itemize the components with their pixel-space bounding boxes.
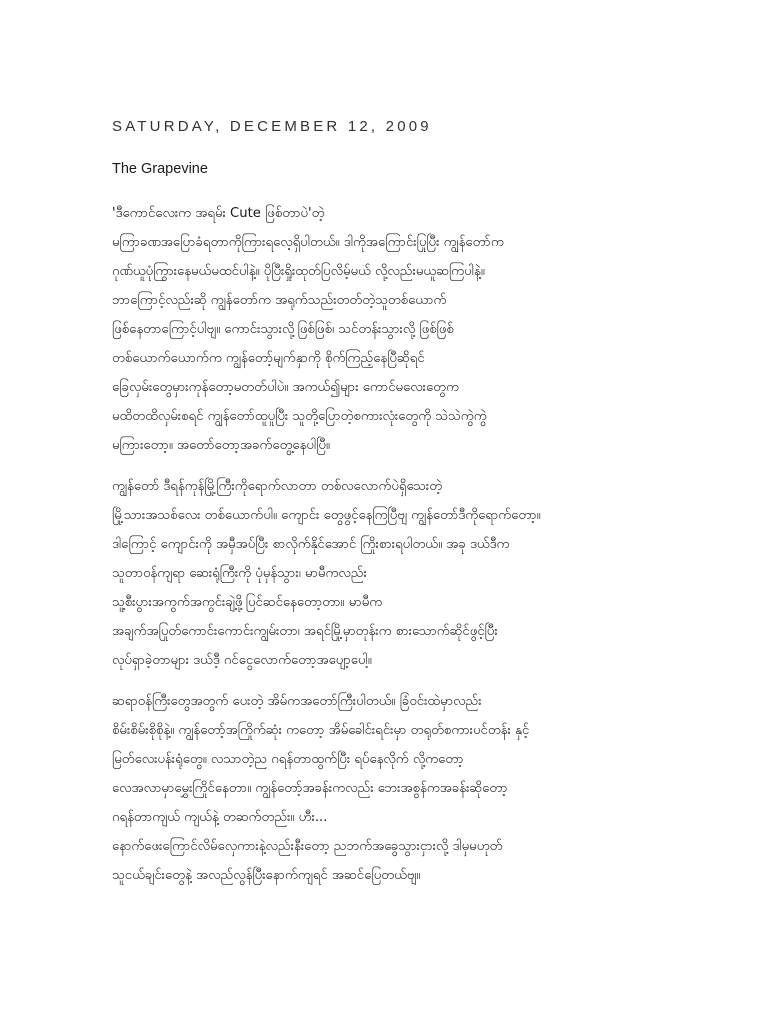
post-paragraph: [112, 199, 672, 460]
paragraph-line: သူငယ်ချင်းတွေနဲ့ အလည်လွန်ပြီးနောက်ကျရင် အဆင်ပြေတယ်ဗျ။: [112, 868, 421, 883]
paragraph-line: ကျွန်တော် ဒီရန်ကုန်မြို့ကြီးကိုရောက်လာတာ တစ်လလောက်ပဲရှိသေးတဲ့: [112, 479, 443, 494]
post-body: [112, 199, 672, 890]
paragraph-line: မထိတထိလှမ်းစရင် ကျွန်တော်ထူပူပြီး သူတို့ပြောတဲ့စကားလုံးတွေကို သဲသဲကွဲကွဲ: [112, 409, 487, 424]
paragraph-line: ဂုဏ်ယူပုံကြွားနေမယ်မထင်ပါနဲ့။ ပိုပြီးရှိုးထုတ်ပြလိမ့်မယ် လို့လည်းမယူဆကြပါနဲ့။: [112, 264, 485, 279]
post-paragraph: [112, 687, 672, 890]
paragraph-line: ခြေလှမ်းတွေမှားကုန်တော့မတတ်ပါပဲ။ အကယ်၍များ ကောင်မလေးတွေက: [112, 380, 459, 395]
paragraph-line: ဘာကြောင့်လည်းဆို ကျွန်တော်က အရုက်သည်းတတ်တဲ့သူတစ်ယောက်: [112, 293, 447, 308]
paragraph-line: နောက်ဖေးကြောင်လိမ်လှေကားနဲ့လည်းနီးတော့ ညဘက်အခွေသွားငှားလို့ ဒါမှမဟုတ်: [112, 839, 503, 854]
paragraph-line: စိမ်းစိမ်းစိုစိုနဲ့။ ကျွန်တော့်အကြိုက်ဆုံး ကတော့ အိမ်ခေါင်းရင်းမှာ တရုတ်စကားပင်တန်း နှင့်: [112, 723, 530, 738]
paragraph-line: မကြားတော့။ အတော်တော့အခက်တွေ့နေပါပြီ။: [112, 438, 330, 453]
paragraph-line: မြတ်လေးပန်းရုံတွေ။ လသာတဲ့ည ဂရန်တာထွက်ပြီး ရပ်နေလိုက် လို့ကတော့: [112, 752, 464, 767]
paragraph-line: အချက်အပြုတ်ကောင်းကောင်းကျွမ်းတာ၊ အရင်မြို့မှာတုန်းက စားသောက်ဆိုင်ဖွင့်ပြီး: [112, 624, 498, 639]
paragraph-line: ဖြစ်နေတာကြောင့်ပါဗျ။ ကောင်းသွားလို့ဖြစ်ဖြစ်၊ သင်တန်းသွားလို့ ဖြစ်ဖြစ်: [112, 322, 454, 337]
paragraph-line: 'ဒီကောင်လေးက အရမ်း Cute ဖြစ်တာပဲ'တဲ့: [112, 206, 325, 221]
blog-post: [112, 118, 672, 902]
paragraph-line: လုပ်ရှာခဲ့တာများ ဒယ်ဒီ့ ဂင်ငွေလောက်တော့အပျော့ပေါ့။: [112, 653, 372, 668]
paragraph-line: တစ်ယောက်ယောက်က ကျွန်တော့်မျက်နှာကို စိုက်ကြည့်နေပြီဆိုရင်: [112, 351, 425, 366]
paragraph-line: လေအလာမှာမွှေးကြိုင်နေတာ။ ကျွန်တော့်အခန်းကလည်း ဘေးအစွန်ကအခန်းဆိုတော့: [112, 781, 508, 796]
paragraph-line: မကြာခဏအပြောခံရတာကိုကြားရလေ့ရှိပါတယ်။ ဒါကိုအကြောင်းပြုပြီး ကျွန်တော်က: [112, 235, 504, 250]
post-paragraph: [112, 472, 672, 675]
paragraph-line: မြို့သားအသစ်လေး တစ်ယောက်ပါ။ ကျောင်း တွေဖွင့်နေကြပြီဗျ ကျွန်တော်ဒီကိုရောက်တော့။: [112, 508, 541, 523]
paragraph-line: ဒါကြောင့် ကျောင်းကို အမှီအပ်ပြီး စာလိုက်နိုင်အောင် ကြိုးစားရပါတယ်။ အခု ဒယ်ဒီက: [112, 537, 510, 552]
post-title[interactable]: The Grapevine: [112, 161, 208, 177]
paragraph-line: ဆရာဝန်ကြီးတွေအတွက် ပေးတဲ့ အိမ်ကအတော်ကြီးပါတယ်။ ခြံဝင်းထဲမှာလည်း: [112, 694, 482, 709]
post-date-header: SATURDAY, DECEMBER 12, 2009: [112, 118, 432, 135]
paragraph-line: သူတာဝန်ကျရာ ဆေးရုံကြီးကို ပုံမှန်သွား၊ မာမီကလည်း: [112, 566, 367, 581]
paragraph-line: သူ့စီးပွားအကွက်အကွင်းချဲ့ဖို့ပြင်ဆင်နေတော့တာ။ မာမီက: [112, 595, 383, 610]
paragraph-line: ဂရန်တာကျယ် ကျယ်နဲ့ တဆက်တည်း။ ဟီး...: [112, 810, 328, 825]
